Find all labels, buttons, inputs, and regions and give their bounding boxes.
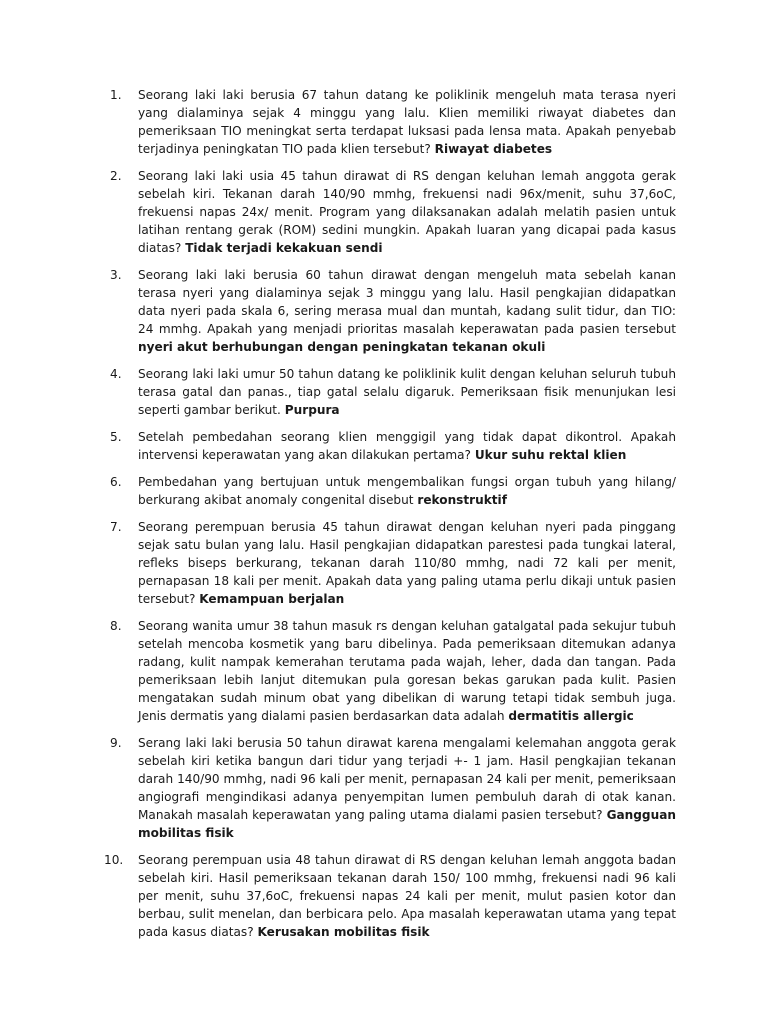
question-text: Seorang perempuan usia 48 tahun dirawat di RS dengan keluhan lemah anggota badan sebelah kiri. Hasil pemeriksaan tekanan darah 150/ 100 mmhg, frekuensi nadi 96 kali per menit, suhu 37,6oC, frekuensi napas 24 kali per menit, mulut pasien kotor dan berbau, sulit menelan, dan berbicara pelo. Apa masalah keperawatan utama yang tepat pada kasus diatas?: [138, 853, 676, 939]
question-answer: Gangguan mobilitas fisik: [138, 808, 676, 840]
question-text: Seorang laki laki umur 50 tahun datang ke poliklinik kulit dengan keluhan seluruh tubuh terasa gatal dan panas., tiap gatal selalu digaruk. Pemeriksaan fisik menunjukan lesi seperti gambar berikut.: [138, 367, 676, 417]
question-number: 3.: [110, 268, 122, 282]
question-text: Seorang laki laki berusia 60 tahun dirawat dengan mengeluh mata sebelah kanan terasa nyeri yang dialaminya sejak 3 minggu yang lalu. Hasil pengkajian didapatkan data nyeri pada skala 6, sering merasa mual dan muntah, kadang sulit tidur, dan TIO: 24 mmhg. Apakah yang menjadi prioritas masalah keperawatan pada pasien tersebut: [138, 268, 676, 336]
question-number: 9.: [110, 736, 122, 750]
question-text: Setelah pembedahan seorang klien menggigil yang tidak dapat dikontrol. Apakah intervensi keperawatan yang akan dilakukan pertama?: [138, 430, 676, 462]
question-answer: Purpura: [284, 403, 340, 417]
question-item-3: [104, 266, 676, 356]
question-number: 4.: [110, 367, 122, 381]
question-number: 5.: [110, 430, 122, 444]
question-item-1: [104, 86, 676, 158]
question-item-4: [104, 365, 676, 419]
question-answer: nyeri akut berhubungan dengan peningkatan tekanan okuli: [138, 340, 546, 354]
question-text: Pembedahan yang bertujuan untuk mengembalikan fungsi organ tubuh yang hilang/ berkurang akibat anomaly congenital disebut: [138, 475, 676, 507]
question-answer: Ukur suhu rektal klien: [474, 448, 627, 462]
question-number: 1.: [110, 88, 122, 102]
question-list: [104, 86, 676, 950]
question-item-9: [104, 734, 676, 842]
question-number: 10.: [104, 853, 124, 867]
question-text: Seorang laki laki berusia 67 tahun datang ke poliklinik mengeluh mata terasa nyeri yang dialaminya sejak 4 minggu yang lalu. Klien memiliki riwayat diabetes dan pemeriksaan TIO meningkat serta terdapat luksasi pada lensa mata. Apakah penyebab terjadinya peningkatan TIO pada klien tersebut?: [138, 88, 676, 156]
question-number: 6.: [110, 475, 122, 489]
question-text: Seorang perempuan berusia 45 tahun dirawat dengan keluhan nyeri pada pinggang sejak satu bulan yang lalu. Hasil pengkajian didapatkan parestesi pada tungkai lateral, refleks biseps berkurang, tekanan darah 110/80 mmhg, nadi 72 kali per menit, pernapasan 18 kali per menit. Apakah data yang paling utama perlu dikaji untuk pasien tersebut?: [138, 520, 676, 606]
question-text: Serang laki laki berusia 50 tahun dirawat karena mengalami kelemahan anggota gerak sebelah kiri ketika bangun dari tidur yang terjadi +- 1 jam. Hasil pengkajian tekanan darah 140/90 mmhg, nadi 96 kali per menit, pernapasan 24 kali per menit, pemeriksaan angiografi mengindikasi adanya penyempitan lumen pembuluh darah di otak kanan. Manakah masalah keperawatan yang paling utama dialami pasien tersebut?: [138, 736, 676, 822]
question-item-6: [104, 473, 676, 509]
question-number: 8.: [110, 619, 122, 633]
question-answer: Kemampuan berjalan: [199, 592, 345, 606]
question-item-2: [104, 167, 676, 257]
question-item-7: [104, 518, 676, 608]
question-answer: Kerusakan mobilitas fisik: [257, 925, 430, 939]
question-text: Seorang laki laki usia 45 tahun dirawat di RS dengan keluhan lemah anggota gerak sebelah kiri. Tekanan darah 140/90 mmhg, frekuensi nadi 96x/menit, suhu 37,6oC, frekuensi napas 24x/ menit. Program yang dilaksanakan adalah melatih pasien untuk latihan rentang gerak (ROM) sedini mungkin. Apakah luaran yang dicapai pada kasus diatas?: [138, 169, 676, 255]
question-item-8: [104, 617, 676, 725]
question-answer: Tidak terjadi kekakuan sendi: [185, 241, 383, 255]
question-number: 2.: [110, 169, 122, 183]
question-item-5: [104, 428, 676, 464]
question-answer: dermatitis allergic: [508, 709, 634, 723]
question-item-10: [104, 851, 676, 941]
question-text: Seorang wanita umur 38 tahun masuk rs dengan keluhan gatalgatal pada sekujur tubuh setelah mencoba kosmetik yang baru dibelinya. Pada pemeriksaan ditemukan adanya radang, kulit nampak kemerahan terutama pada wajah, leher, dada dan tangan. Pada pemeriksaan lebih lanjut ditemukan pula goresan bekas garukan pada kulit. Pasien mengatakan sudah minum obat yang dibelikan di warung tetapi tidak sembuh juga. Jenis dermatis yang dialami pasien berdasarkan data adalah: [138, 619, 676, 723]
question-number: 7.: [110, 520, 122, 534]
question-answer: rekonstruktif: [417, 493, 507, 507]
question-answer: Riwayat diabetes: [434, 142, 553, 156]
